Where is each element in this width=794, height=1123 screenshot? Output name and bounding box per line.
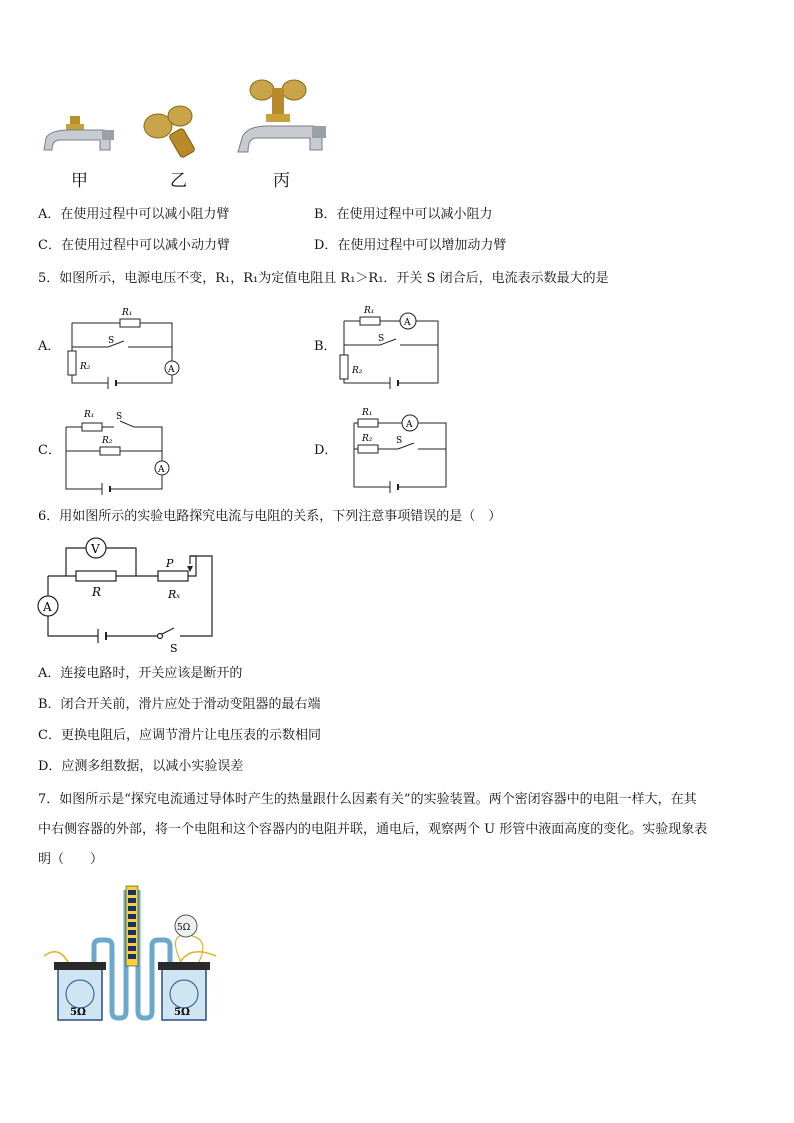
circuit-b-diagram xyxy=(338,303,448,393)
faucet-jia-image xyxy=(40,108,120,164)
q4-option-d: D．在使用过程中可以增加动力臂 xyxy=(314,238,507,253)
circuit-c-r2-label: R₂ xyxy=(102,436,113,446)
q7-line-2: 中右侧容器的外部，将一个电阻和这个容器内的电阻并联，通电后，观察两个 U 形管中液面高度的变化。实验现象表 xyxy=(38,822,708,837)
q4-option-c: C．在使用过程中可以减小动力臂 xyxy=(38,238,230,253)
q4-option-a: A．在使用过程中可以减小阻力臂 xyxy=(38,207,230,222)
q6-circuit-diagram xyxy=(40,536,220,654)
circuit-b-r1-label: R₁ xyxy=(364,306,375,316)
q5-option-b-letter: B． xyxy=(314,339,337,354)
circuit-a-ammeter-label: A xyxy=(168,365,175,375)
circuit-d-ammeter-label: A xyxy=(406,420,413,430)
faucet-bing-image xyxy=(236,76,328,166)
circuit-b-r2-label: R₂ xyxy=(352,366,363,376)
q5-stem: 5．如图所示，电源电压不变，R₁，R₁为定值电阻且 R₁＞R₁．开关 S 闭合后，电流表示数最大的是 xyxy=(38,271,609,286)
external-resistor-label: 5Ω xyxy=(177,923,191,933)
circuit-c-s-label: S xyxy=(116,412,123,422)
q5-option-c-letter: C． xyxy=(38,443,61,458)
circuit-a-r2-label: R₂ xyxy=(80,362,91,372)
circuit-a-s-label: S xyxy=(108,336,115,346)
circuit-d-diagram xyxy=(350,405,456,495)
circuit-a-diagram xyxy=(64,303,184,393)
circuit-d-r2-label: R₂ xyxy=(362,434,373,444)
faucet-label-yi: 乙 xyxy=(170,171,187,191)
faucet-label-bing: 丙 xyxy=(273,171,290,191)
q6-r-label: R xyxy=(92,585,102,599)
q6-option-a: A．连接电路时，开关应该是断开的 xyxy=(38,666,243,681)
right-resistor-label: 5Ω xyxy=(174,1007,190,1018)
circuit-a-r1-label: R₁ xyxy=(122,308,133,318)
q6-s-label: S xyxy=(170,642,178,655)
q6-option-c: C．更换电阻后，应调节滑片让电压表的示数相同 xyxy=(38,728,321,743)
q6-rx-label: Rₓ xyxy=(168,588,181,601)
q7-line-1: 7．如图所示是“探究电流通过导体时产生的热量跟什么因素有关”的实验装置。两个密闭容器中的电阻一样大，在其 xyxy=(38,792,697,807)
circuit-c-r1-label: R₁ xyxy=(84,410,95,420)
faucet-key-image xyxy=(140,104,210,164)
q5-option-d-letter: D． xyxy=(314,443,338,458)
circuit-c-diagram xyxy=(62,405,178,495)
q6-stem: 6．用如图所示的实验电路探究电流与电阻的关系，下列注意事项错误的是（ ） xyxy=(38,509,502,524)
circuit-b-ammeter-label: A xyxy=(404,318,411,328)
q6-ammeter-label: A xyxy=(43,600,52,614)
circuit-d-r1-label: R₁ xyxy=(362,408,373,418)
faucet-label-jia: 甲 xyxy=(71,171,88,191)
q5-option-a-letter: A． xyxy=(38,339,61,354)
circuit-d-s-label: S xyxy=(396,436,403,446)
heat-experiment-apparatus xyxy=(40,884,220,1024)
q6-option-b: B．闭合开关前，滑片应处于滑动变阻器的最右端 xyxy=(38,697,321,712)
q6-option-d: D．应测多组数据，以减小实验误差 xyxy=(38,759,244,774)
left-resistor-label: 5Ω xyxy=(70,1007,86,1018)
circuit-c-ammeter-label: A xyxy=(158,465,165,475)
q6-voltmeter-label: V xyxy=(91,542,100,556)
circuit-b-s-label: S xyxy=(378,334,385,344)
q6-p-label: P xyxy=(166,557,174,570)
q7-line-3: 明（ ） xyxy=(38,852,104,867)
q4-option-b: B．在使用过程中可以减小阻力 xyxy=(314,207,493,222)
